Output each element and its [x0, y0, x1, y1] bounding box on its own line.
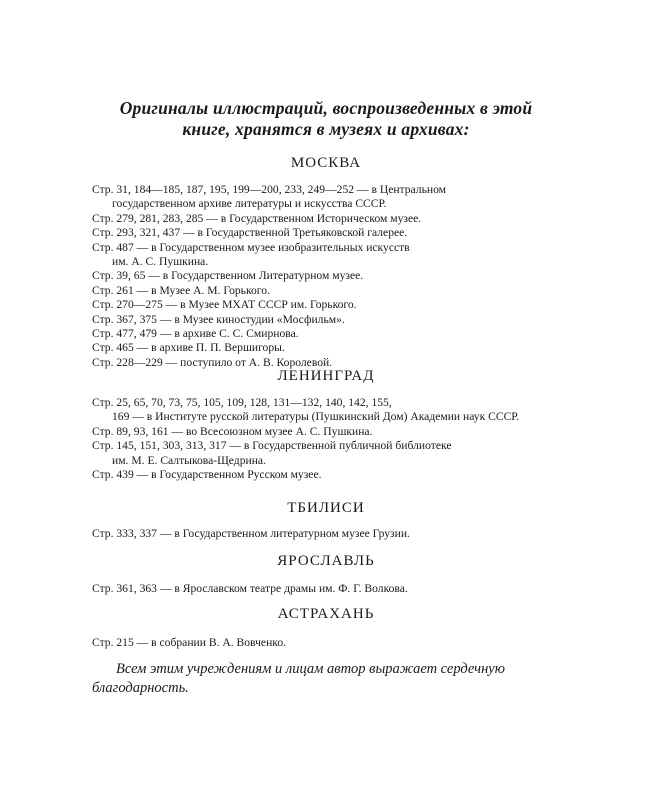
heading-line-1: Оригиналы иллюстраций, воспроизведенных в этой: [119, 98, 533, 118]
entry-text: Стр. 439 — в Государственном Русском музее.: [92, 468, 322, 482]
section-list-yaroslavl: [92, 582, 562, 596]
entry-text: Стр. 367, 375 — в Музее киностудии «Мосфильм».: [92, 312, 345, 326]
entry-continuation: государственном архиве литературы и искусства СССР.: [112, 197, 387, 211]
list-item: [92, 298, 562, 312]
list-item: [92, 582, 562, 596]
entry-text: Стр. 270—275 — в Музее МХАТ СССР им. Горького.: [92, 298, 357, 312]
section-list-leningrad: [92, 396, 562, 482]
section-list-moscow: [92, 183, 562, 370]
heading-line-2: книге, хранятся в музеях и архивах:: [182, 119, 470, 139]
entry-text: Стр. 279, 281, 283, 285 — в Государственном Историческом музее.: [92, 211, 422, 225]
list-item: [92, 241, 562, 270]
acknowledgement-line-1: Всем этим учреждениям и лицам автор выражает сердечную: [116, 661, 505, 677]
section-list-astrakhan: [92, 636, 562, 650]
list-item: [92, 425, 562, 439]
list-item: [92, 527, 562, 541]
entry-text: Стр. 25, 65, 70, 73, 75, 105, 109, 128, 131—132, 140, 142, 155,: [92, 396, 392, 409]
page-heading: [96, 98, 556, 140]
section-title-tbilisi: ТБИЛИСИ: [287, 500, 365, 516]
section-title-moscow: МОСКВА: [290, 155, 362, 171]
entry-continuation: им. А. С. Пушкина.: [112, 255, 209, 269]
section-title-yaroslavl: ЯРОСЛАВЛЬ: [277, 553, 375, 569]
entry-text: Стр. 261 — в Музее А. М. Горького.: [92, 283, 270, 297]
list-item: [92, 341, 562, 355]
entry-text: Стр. 89, 93, 161 — во Всесоюзном музее А. С. Пушкина.: [92, 424, 373, 438]
list-item: [92, 468, 562, 482]
list-item: [92, 212, 562, 226]
list-item: [92, 636, 562, 650]
list-item: [92, 284, 562, 298]
entry-text: Стр. 31, 184—185, 187, 195, 199—200, 233, 249—252 — в Центральном: [92, 183, 446, 196]
entry-text: Стр. 145, 151, 303, 313, 317 — в Государственной публичной библиотеке: [92, 439, 452, 453]
list-item: [92, 183, 562, 212]
section-title-leningrad: ЛЕНИНГРАД: [277, 368, 375, 384]
entry-continuation: 169 — в Институте русской литературы (Пушкинский Дом) Академии наук СССР.: [112, 410, 520, 424]
entry-text: Стр. 487 — в Государственном музее изобразительных искусств: [92, 240, 410, 254]
entry-text: Стр. 215 — в собрании В. А. Вовченко.: [92, 636, 287, 649]
entry-text: Стр. 228—229 — поступило от А. В. Королевой.: [92, 355, 333, 369]
entry-continuation: им. М. Е. Салтыкова-Щедрина.: [112, 453, 266, 467]
list-item: [92, 269, 562, 283]
entry-text: Стр. 39, 65 — в Государственном Литературном музее.: [92, 269, 364, 283]
entry-text: Стр. 333, 337 — в Государственном литературном музее Грузии.: [92, 527, 410, 540]
entry-text: Стр. 477, 479 — в архиве С. С. Смирнова.: [92, 327, 299, 341]
entry-text: Стр. 361, 363 — в Ярославском театре драмы им. Ф. Г. Волкова.: [92, 582, 408, 595]
list-item: [92, 439, 562, 468]
acknowledgement: [92, 660, 562, 698]
list-item: [92, 313, 562, 327]
section-list-tbilisi: [92, 527, 562, 541]
list-item: [92, 327, 562, 341]
section-title-astrakhan: АСТРАХАНЬ: [277, 606, 375, 622]
entry-text: Стр. 293, 321, 437 — в Государственной Третьяковской галерее.: [92, 226, 408, 240]
list-item: [92, 226, 562, 240]
list-item: [92, 396, 562, 425]
acknowledgement-line-2: благодарность.: [92, 680, 189, 696]
entry-text: Стр. 465 — в архиве П. П. Вершигоры.: [92, 341, 285, 355]
